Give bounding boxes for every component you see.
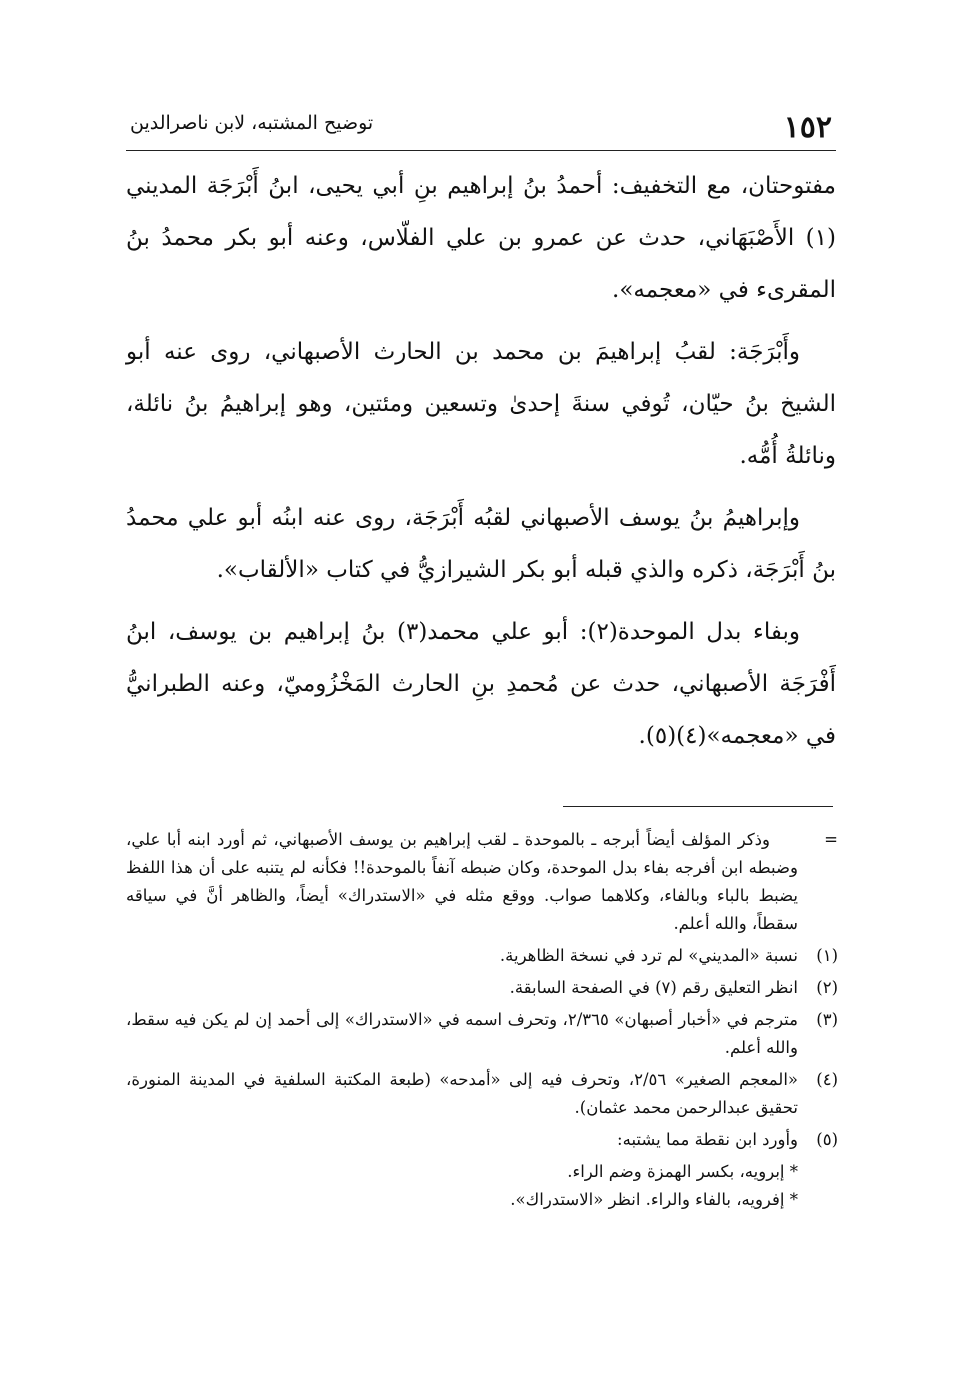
paragraph: وإبراهيمُ بنُ يوسف الأصبهاني لقبُه أَبْرَجَة، روى عنه ابنُه أبو علي محمدُ بنُ أَبْرَجَة، ذكره والذي قبله أبو بكر الشيرازيُّ في كتاب «الألقاب». <box>126 505 836 583</box>
footnote-bullet: * إبرويه، بكسر الهمزة وضم الراء. <box>567 1162 798 1181</box>
main-text <box>126 160 836 772</box>
footnote-mark: (٣) <box>816 1010 838 1029</box>
continuation-mark: = <box>824 830 838 849</box>
footnote-text: وذكر المؤلف أيضاً أبرجه ـ بالموحدة ـ لقب إبراهيم بن يوسف الأصبهاني، ثم أورد ابنه أبا علي، وضبطه ابن أفرجه بفاء بدل الموحدة، وكان ضبطه آنفاً بالموحدة!! فكأنه لم يتنبه على أن هذا اللفظ يضبط بالباء وبالفاء، وكلاهما صواب. ووقع مثله في «الاستدراك» أيضاً، والظاهر أنَّ في سياقه سقطاً، والله أعلم. <box>126 830 798 933</box>
footnote-continuation <box>126 826 838 938</box>
footnote-mark: (٢) <box>816 978 838 997</box>
footnote-3 <box>126 1006 838 1062</box>
footnote-text: نسبة «المديني» لم ترد في نسخة الظاهرية. <box>499 946 798 965</box>
footnote-1 <box>126 942 838 970</box>
footnote-mark: (١) <box>816 946 838 965</box>
footnote-text: «المعجم الصغير» ٢/٥٦، وتحرف فيه إلى «أمدحه» (طبعة المكتبة السلفية في المدينة المنورة، تحقيق عبدالرحمن محمد عثمان). <box>126 1070 799 1117</box>
paragraph: مفتوحتان، مع التخفيف: أحمدُ بنُ إبراهيم بنِ أبي يحيى، ابنُ أَبْرَجَة المديني (١) الأَصْبَهَاني، حدث عن عمرو بن علي الفلّاس، وعنه أبو بكر محمدُ بنُ المقرىء في «معجمه». <box>126 173 836 303</box>
page-number: ١٥٢ <box>783 110 832 145</box>
header-rule <box>126 150 836 151</box>
page-header <box>124 106 836 146</box>
footnote-separator <box>563 806 833 807</box>
footnote-4 <box>126 1066 838 1122</box>
paragraph: وبفاء بدل الموحدة(٢): أبو علي محمد(٣) بنُ إبراهيم بن يوسف، ابنُ أَفْرَجَة الأصبهاني، حدث عن مُحمدِ بنِ الحارث المَخْزُوميّ، وعنه الطبرانيُّ في «معجمه»(٤)(٥). <box>126 619 836 749</box>
footnotes <box>126 826 838 1214</box>
footnote-text: وأورد ابن نقطة مما يشتبه: <box>617 1130 798 1149</box>
footnote-5 <box>126 1126 838 1154</box>
footnote-text: مترجم في «أخبار أصبهان» ٢/٣٦٥، وتحرف اسمه في «الاستدراك» إلى أحمد إن لم يكن فيه سقط، والله أعلم. <box>126 1010 798 1057</box>
footnote-text: انظر التعليق رقم (٧) في الصفحة السابقة. <box>509 978 798 997</box>
footnote-2 <box>126 974 838 1002</box>
paragraph: وأَبْرَجَة: لقبُ إبراهيمَ بن محمد بن الحارث الأصبهاني، روى عنه أبو الشيخ بنُ حيّان، تُوفي سنةَ إحدىٰ وتسعين ومئتين، وهو إبراهيمُ بنُ نائلة، ونائلةُ أُمُّه. <box>126 339 836 469</box>
running-title: توضيح المشتبه، لابن ناصرالدين <box>130 112 374 134</box>
footnote-mark: (٥) <box>816 1130 838 1149</box>
footnote-bullet: * إفرويه، بالفاء والراء. انظر «الاستدراك». <box>510 1190 798 1209</box>
footnote-mark: (٤) <box>816 1070 838 1089</box>
